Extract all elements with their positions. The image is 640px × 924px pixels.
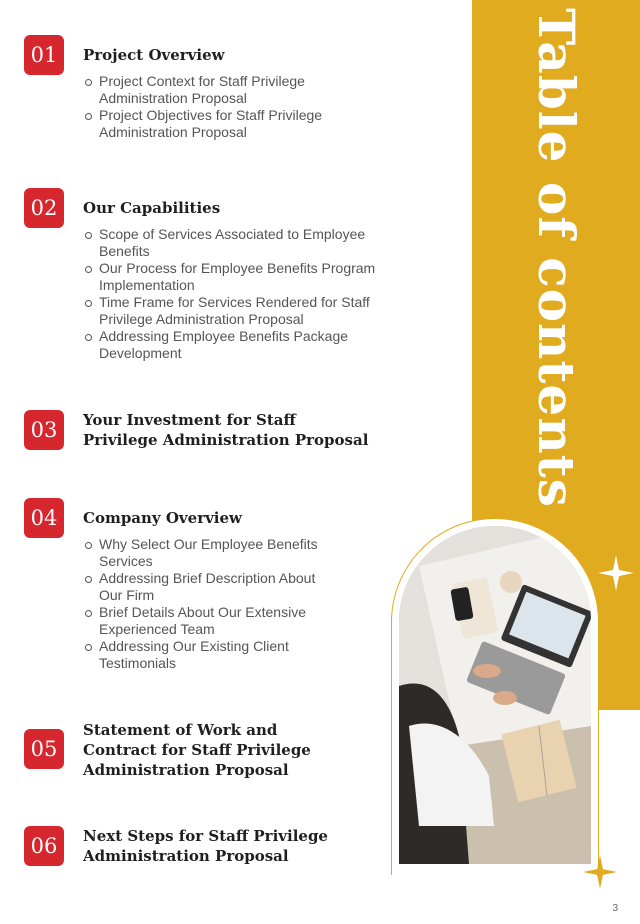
section-heading: Your Investment for Staff Privilege Administration Proposal <box>83 411 369 449</box>
sub-item-list <box>83 226 383 362</box>
section-heading: Next Steps for Staff Privilege Administration Proposal <box>83 827 328 865</box>
page-title-text: Table of contents <box>527 8 586 508</box>
section-heading: Company Overview <box>83 509 242 527</box>
sub-item: Why Select Our Employee Benefits Services <box>83 536 323 570</box>
sub-item: Addressing Brief Description About Our Firm <box>83 570 323 604</box>
sub-item: Time Frame for Services Rendered for Staff Privilege Administration Proposal <box>83 294 383 328</box>
section-number-badge: 02 <box>24 188 64 228</box>
section-number-badge: 03 <box>24 410 64 450</box>
sub-item: Scope of Services Associated to Employee Benefits <box>83 226 383 260</box>
sub-item: Project Context for Staff Privilege Administration Proposal <box>83 73 383 107</box>
workspace-photo-icon <box>399 526 591 864</box>
sub-item: Our Process for Employee Benefits Program Implementation <box>83 260 383 294</box>
section-number-badge: 01 <box>24 35 64 75</box>
section-number-badge: 05 <box>24 729 64 769</box>
sub-item: Project Objectives for Staff Privilege Administration Proposal <box>83 107 383 141</box>
sparkle-icon <box>598 555 634 591</box>
section-heading: Statement of Work and Contract for Staff Privilege Administration Proposal <box>83 721 311 779</box>
section-heading: Our Capabilities <box>83 199 221 217</box>
page-number: 3 <box>612 903 618 914</box>
section-heading: Project Overview <box>83 46 225 64</box>
sub-item: Addressing Our Existing Client Testimonials <box>83 638 323 672</box>
page-title <box>472 8 640 508</box>
sparkle-icon <box>583 855 617 889</box>
sub-item: Addressing Employee Benefits Package Development <box>83 328 383 362</box>
section-number-badge: 04 <box>24 498 64 538</box>
sub-item-list <box>83 73 383 141</box>
sub-item-list <box>83 536 323 672</box>
sub-item: Brief Details About Our Extensive Experienced Team <box>83 604 323 638</box>
section-number-badge: 06 <box>24 826 64 866</box>
